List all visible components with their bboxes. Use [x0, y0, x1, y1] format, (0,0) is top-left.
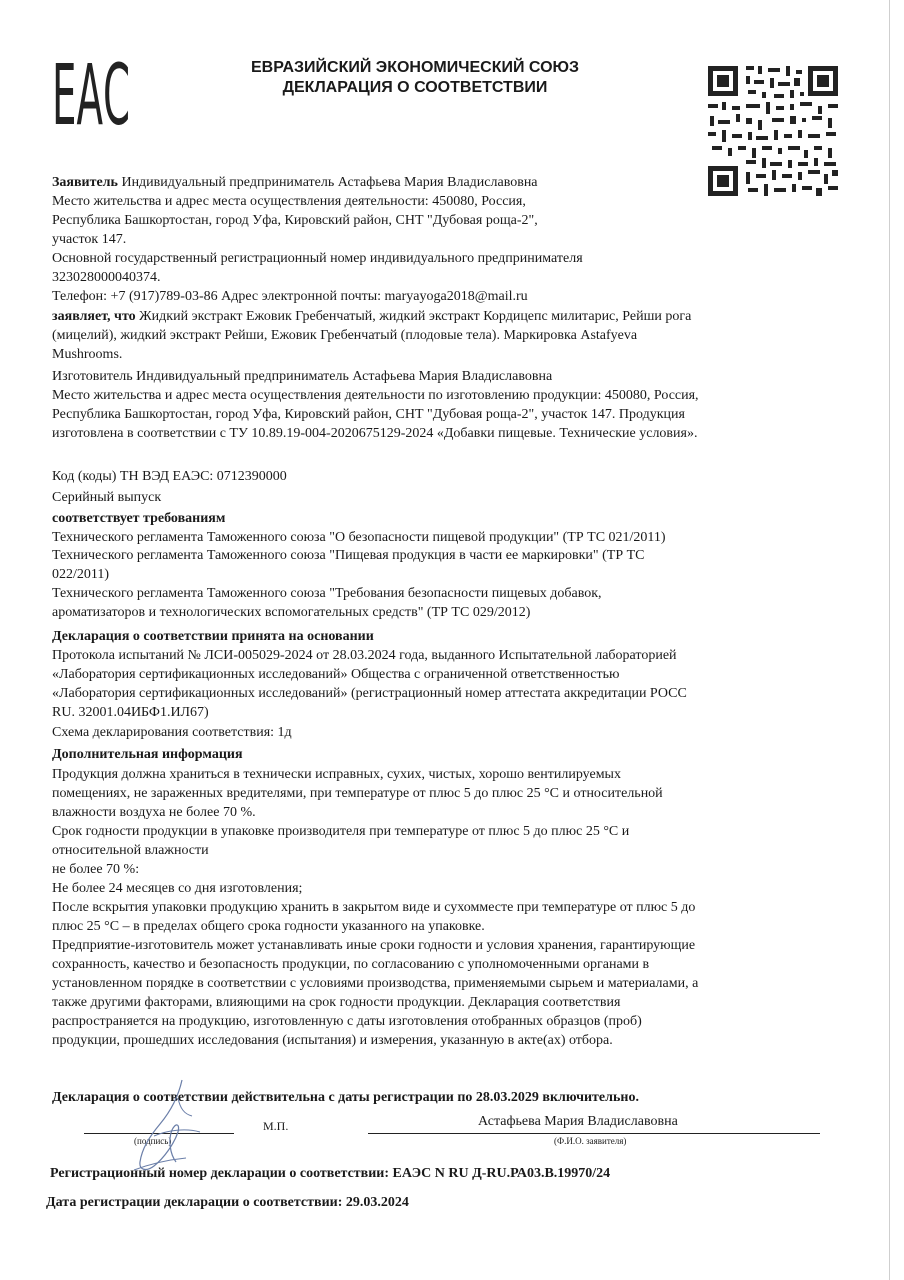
additional-line-5: относительной влажности [52, 843, 209, 858]
additional-line-12: установленном порядке в соответствии с условиями производства, применяемыми сырьем и материалами, а [52, 976, 699, 991]
applicant-line-1 [52, 174, 538, 192]
additional-line-2: помещениях, не зараженных вредителями, при температуре от плюс 5 до плюс 25 °С и относительной [52, 786, 663, 801]
registration-number: Регистрационный номер декларации о соответствии: ЕАЭС N RU Д-RU.РА03.В.19970/24 [50, 1166, 611, 1181]
tnved-code: Код (коды) ТН ВЭД ЕАЭС: 0712390000 [52, 469, 287, 484]
basis-line-4: RU. 32001.04ИБФ1.ИЛ67) [52, 705, 209, 720]
manufacturer-line-4: изготовлена в соответствии с ТУ 10.89.19-004-2020675129-2024 «Добавки пищевые. Технические условия». [52, 426, 698, 441]
manufacturer-line-2: Место жительства и адрес места осуществления деятельности по изготовлению продукции: 450080, Россия, [52, 388, 699, 403]
conforms-label: соответствует требованиям [52, 511, 226, 526]
applicant-ogrnip: 323028000040374. [52, 270, 161, 285]
product-line-2: (мицелий), жидкий экстракт Рейши, Ежовик Гребенчатый (плодовые тела). Маркировка Astafyeva [52, 328, 638, 343]
applicant-name: Индивидуальный предприниматель Астафьева Мария Владиславовна [121, 175, 538, 190]
applicant-address-2: Республика Башкортостан, город Уфа, Кировский район, СНТ "Дубовая роща-2", [52, 213, 538, 228]
regulation-line-5: ароматизаторов и технологических вспомогательных средств" (ТР ТС 029/2012) [52, 605, 531, 620]
additional-line-14: распространяется на продукцию, изготовленную с даты изготовления отобранных образцов (проб) [52, 1014, 642, 1029]
serial-release: Серийный выпуск [52, 490, 162, 505]
name-caption: (Ф.И.О. заявителя) [554, 1136, 627, 1146]
handwritten-signature [120, 1078, 240, 1178]
product-line-3: Mushrooms. [52, 347, 123, 362]
additional-line-13: также другими факторами, влияющими на срок годности продукции. Декларация соответствия [52, 995, 621, 1010]
additional-line-11: сохранность, качество и безопасность продукции, по согласованию с уполномоченными органами в [52, 957, 650, 972]
manufacturer-line-1: Изготовитель Индивидуальный предприниматель Астафьева Мария Владиславовна [52, 369, 553, 384]
regulation-line-4: Технического регламента Таможенного союза "Требования безопасности пищевых добавок, [52, 586, 602, 601]
signature-caption: (подпись) [134, 1136, 172, 1146]
basis-line-3: «Лаборатория сертификационных исследований» (регистрационный номер аттестата аккредитации РОСС [52, 686, 687, 701]
regulation-line-2: Технического регламента Таможенного союза "Пищевая продукция в части ее маркировки" (ТР ТС [52, 548, 645, 563]
declares-line-1 [52, 308, 691, 326]
basis-line-1: Протокола испытаний № ЛСИ-005029-2024 от 28.03.2024 года, выданного Испытательной лабораторией [52, 648, 677, 663]
additional-line-1: Продукция должна храниться в технически исправных, сухих, чистых, хорошо вентилируемых [52, 767, 621, 782]
additional-line-10: Предприятие-изготовитель может устанавливать иные сроки годности и условия хранения, гарантирующие [52, 938, 696, 953]
applicant-address-3: участок 147. [52, 232, 127, 247]
name-underline [368, 1133, 820, 1134]
applicant-ogrnip-label: Основной государственный регистрационный номер индивидуального предпринимателя [52, 251, 583, 266]
additional-line-15: продукции, прошедших исследования (испытания) и измерения, указанную в акте(ах) отбора. [52, 1033, 613, 1048]
additional-line-9: плюс 25 °С – в пределах общего срока годности указанного на упаковке. [52, 919, 485, 934]
applicant-label: Заявитель [52, 175, 118, 190]
header-title-declaration: ДЕКЛАРАЦИЯ О СООТВЕТСТВИИ [282, 79, 548, 96]
stamp-place-label: М.П. [263, 1119, 289, 1133]
basis-line-2: «Лаборатория сертификационных исследований» Общества с ограниченной ответственностью [52, 667, 620, 682]
eac-logo-label: ЕАС [52, 46, 130, 144]
document-header [180, 58, 650, 98]
applicant-contacts: Телефон: +7 (917)789-03-86 Адрес электронной почты: maryayoga2018@mail.ru [52, 289, 528, 304]
applicant-address-1: Место жительства и адрес места осуществления деятельности: 450080, Россия, [52, 194, 526, 209]
manufacturer-line-3: Республика Башкортостан, город Уфа, Кировский район, СНТ "Дубовая роща-2", участок 147. Продукция [52, 407, 685, 422]
eac-logo [50, 46, 132, 144]
registration-date: Дата регистрации декларации о соответствии: 29.03.2024 [46, 1195, 409, 1210]
additional-line-3: влажности воздуха не более 70 %. [52, 805, 256, 820]
additional-label: Дополнительная информация [52, 747, 243, 762]
additional-line-7: Не более 24 месяцев со дня изготовления; [52, 881, 303, 896]
additional-line-6: не более 70 %: [52, 862, 140, 877]
basis-label: Декларация о соответствии принята на основании [52, 629, 374, 644]
additional-line-8: После вскрытия упаковки продукцию хранить в закрытом виде и сухомместе при температуре от плюс 5 до [52, 900, 696, 915]
validity-statement: Декларация о соответствии действительна с даты регистрации по 28.03.2029 включительно. [52, 1090, 639, 1105]
product-line-1: Жидкий экстракт Ежовик Гребенчатый, жидкий экстракт Кордицепс милитарис, Рейши рога [139, 309, 692, 324]
qr-code-icon [706, 64, 840, 198]
declares-label: заявляет, что [52, 309, 136, 324]
page-edge [889, 0, 890, 1280]
applicant-full-name: Астафьева Мария Владиславовна [478, 1114, 678, 1129]
additional-line-4: Срок годности продукции в упаковке производителя при температуре от плюс 5 до плюс 25 °С и [52, 824, 630, 839]
regulation-line-3: 022/2011) [52, 567, 110, 582]
scheme: Схема декларирования соответствия: 1д [52, 725, 292, 740]
regulation-line-1: Технического регламента Таможенного союза "О безопасности пищевой продукции" (ТР ТС 021/2011) [52, 530, 666, 545]
header-title-union: ЕВРАЗИЙСКИЙ ЭКОНОМИЧЕСКИЙ СОЮЗ [250, 59, 580, 76]
